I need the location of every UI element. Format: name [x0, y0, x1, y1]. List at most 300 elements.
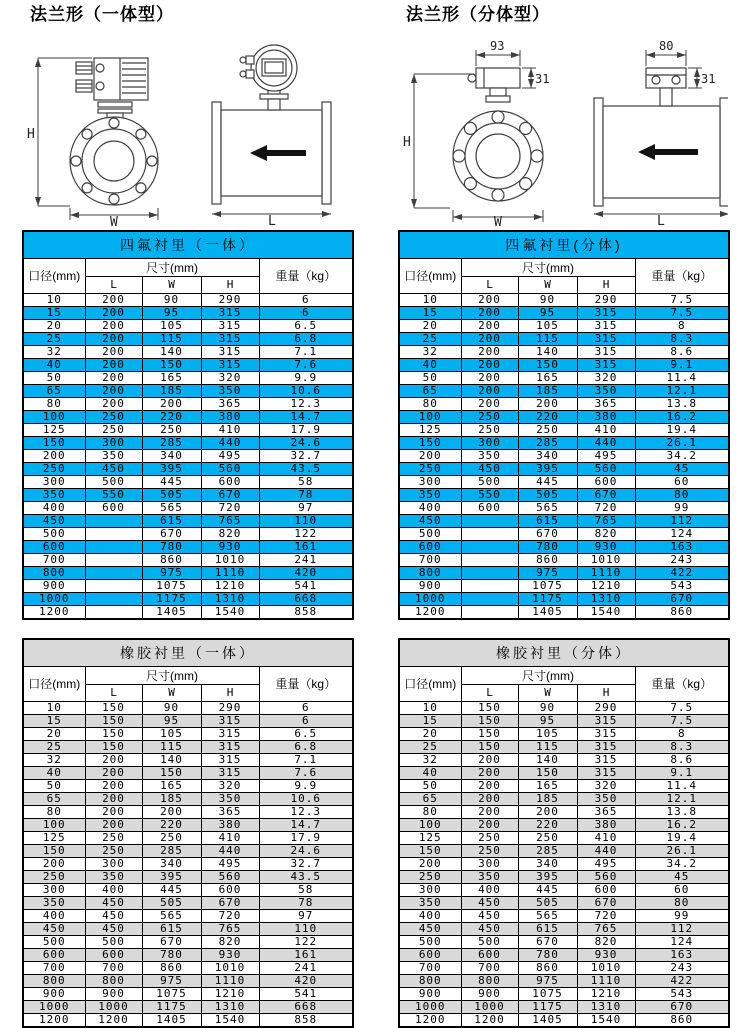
table-row [399, 294, 729, 307]
table-cell: 860 [142, 962, 201, 975]
table-cell: 395 [518, 871, 577, 884]
table-cell: 200 [461, 819, 518, 832]
table-cell: 445 [142, 884, 201, 897]
table-cell: 315 [201, 307, 259, 320]
side-view-integrated [212, 45, 331, 226]
table-cell: 150 [518, 767, 577, 780]
side-view-split [594, 39, 728, 226]
table-cell: 315 [577, 767, 635, 780]
table-cell: 150 [142, 767, 201, 780]
table-cell: 7.5 [635, 294, 729, 307]
table-cell: 7.6 [259, 359, 353, 372]
table-cell: 780 [142, 949, 201, 962]
table-cell: 320 [201, 372, 259, 385]
table-cell: 600 [85, 949, 142, 962]
table-cell: 1405 [142, 1014, 201, 1028]
column-header-diameter: 口径(mm) [399, 667, 461, 702]
dim-label-31-front: 31 [535, 72, 550, 86]
dim-label-l: L [268, 214, 276, 226]
table-cell [85, 541, 142, 554]
table-cell: 200 [85, 346, 142, 359]
table-rubber-integrated [22, 638, 354, 1028]
table-row [399, 450, 729, 463]
table-cell: 100 [399, 411, 461, 424]
table-cell: 400 [399, 910, 461, 923]
table-cell: 32 [399, 346, 461, 359]
table-row [399, 702, 729, 715]
table-cell: 600 [399, 949, 461, 962]
table-cell: 250 [85, 411, 142, 424]
table-cell [461, 528, 518, 541]
table-cell: 40 [399, 359, 461, 372]
table-row [23, 858, 353, 871]
table-cell: 420 [259, 567, 353, 580]
table-row [23, 463, 353, 476]
table-cell: 65 [23, 793, 85, 806]
table-cell: 8 [635, 320, 729, 333]
table-cell: 315 [201, 320, 259, 333]
table-cell: 150 [85, 741, 142, 754]
table-cell: 60 [635, 476, 729, 489]
table-cell: 100 [399, 819, 461, 832]
table-row [399, 1001, 729, 1014]
table-cell: 1540 [577, 606, 635, 620]
table-cell [85, 554, 142, 567]
table-cell: 161 [259, 541, 353, 554]
table-cell: 32 [399, 754, 461, 767]
table-cell: 315 [201, 359, 259, 372]
table-cell: 1310 [577, 1001, 635, 1014]
table-cell: 930 [577, 541, 635, 554]
table-cell: 315 [201, 754, 259, 767]
table-cell: 800 [399, 975, 461, 988]
table-cell: 8.3 [635, 333, 729, 346]
table-cell: 9.1 [635, 359, 729, 372]
table-cell: 315 [201, 333, 259, 346]
table-cell: 165 [142, 372, 201, 385]
table-cell: 410 [201, 832, 259, 845]
table-cell: 185 [518, 793, 577, 806]
table-cell: 80 [23, 806, 85, 819]
table-row [399, 858, 729, 871]
table-row [23, 741, 353, 754]
dim-label-w: W [110, 215, 118, 226]
table-cell: 365 [201, 806, 259, 819]
table-cell: 125 [23, 424, 85, 437]
table-cell: 543 [635, 580, 729, 593]
table-row [23, 593, 353, 606]
table-cell: 780 [518, 949, 577, 962]
table-cell: 541 [259, 580, 353, 593]
table-cell: 1175 [518, 593, 577, 606]
table-cell: 80 [635, 489, 729, 502]
table-cell: 8.3 [635, 741, 729, 754]
table-cell: 600 [23, 541, 85, 554]
table-cell: 450 [85, 463, 142, 476]
table-cell: 90 [518, 702, 577, 715]
table-cell: 780 [518, 541, 577, 554]
table-cell: 670 [518, 528, 577, 541]
table-row [23, 884, 353, 897]
column-integrated [22, 4, 352, 1028]
table-row [399, 463, 729, 476]
table-cell: 10 [399, 702, 461, 715]
table-title: 橡胶衬里（一体） [23, 639, 353, 667]
table-cell: 10 [23, 294, 85, 307]
table-cell: 200 [85, 398, 142, 411]
table-ptfe-split [398, 230, 730, 620]
table-cell: 600 [85, 502, 142, 515]
table-cell: 600 [23, 949, 85, 962]
table-cell: 161 [259, 949, 353, 962]
table-row [399, 359, 729, 372]
table-cell: 1010 [201, 962, 259, 975]
table-cell: 1000 [85, 1001, 142, 1014]
table-cell: 900 [85, 988, 142, 1001]
table-row [399, 489, 729, 502]
table-cell: 150 [85, 702, 142, 715]
table-cell: 500 [399, 936, 461, 949]
column-header-weight: 重量（kg） [259, 259, 353, 294]
table-cell: 860 [518, 962, 577, 975]
table-cell: 99 [635, 502, 729, 515]
table-row [23, 489, 353, 502]
column-header-diameter: 口径(mm) [399, 259, 461, 294]
table-cell: 200 [461, 359, 518, 372]
table-row [23, 923, 353, 936]
column-header-H: H [201, 685, 259, 702]
column-header-W: W [142, 685, 201, 702]
dim-label-80: 80 [659, 39, 674, 53]
table-cell: 560 [577, 463, 635, 476]
table-row [23, 385, 353, 398]
table-cell: 1540 [201, 1014, 259, 1028]
table-cell: 200 [85, 793, 142, 806]
table-cell: 65 [399, 385, 461, 398]
table-cell: 800 [85, 975, 142, 988]
table-row [399, 476, 729, 489]
dim-label-h: H [27, 127, 35, 142]
table-cell: 315 [577, 320, 635, 333]
table-cell: 615 [142, 515, 201, 528]
table-cell: 99 [635, 910, 729, 923]
table-cell: 25 [23, 741, 85, 754]
table-cell: 565 [142, 910, 201, 923]
table-cell: 241 [259, 962, 353, 975]
table-cell: 495 [201, 450, 259, 463]
table-row [399, 741, 729, 754]
table-row [23, 819, 353, 832]
table-cell: 780 [142, 541, 201, 554]
table-cell: 241 [259, 554, 353, 567]
table-cell: 500 [23, 936, 85, 949]
table-cell: 315 [201, 715, 259, 728]
table-cell: 350 [461, 450, 518, 463]
table-row [23, 936, 353, 949]
table-cell: 1200 [399, 606, 461, 620]
table-cell: 365 [577, 806, 635, 819]
section-title-integrated: 法兰形（一体型） [30, 5, 174, 24]
table-cell: 315 [577, 715, 635, 728]
table-cell: 1210 [201, 988, 259, 1001]
table-cell: 32.7 [259, 450, 353, 463]
table-cell: 12.3 [259, 806, 353, 819]
table-row [399, 346, 729, 359]
table-cell: 7.6 [259, 767, 353, 780]
table-cell: 505 [142, 489, 201, 502]
table-row [23, 793, 353, 806]
table-cell: 6 [259, 294, 353, 307]
table-cell: 720 [201, 502, 259, 515]
table-cell: 500 [85, 936, 142, 949]
column-header-L: L [461, 685, 518, 702]
table-cell: 495 [577, 858, 635, 871]
table-cell [85, 528, 142, 541]
table-cell: 150 [85, 728, 142, 741]
table-cell: 165 [518, 780, 577, 793]
column-header-L: L [85, 685, 142, 702]
table-cell: 200 [461, 793, 518, 806]
table-cell: 40 [23, 359, 85, 372]
table-rubber-split [398, 638, 730, 1028]
table-cell: 250 [142, 424, 201, 437]
table-cell: 1310 [201, 1001, 259, 1014]
table-cell: 200 [518, 398, 577, 411]
table-cell: 450 [85, 897, 142, 910]
table-cell: 450 [399, 515, 461, 528]
table-cell: 97 [259, 502, 353, 515]
table-cell: 200 [461, 320, 518, 333]
table-row [399, 372, 729, 385]
table-cell: 500 [23, 528, 85, 541]
table-cell: 1110 [577, 975, 635, 988]
table-cell: 400 [399, 502, 461, 515]
table-cell: 112 [635, 923, 729, 936]
table-cell: 670 [635, 593, 729, 606]
table-cell: 380 [577, 411, 635, 424]
table-cell: 1110 [201, 975, 259, 988]
table-cell: 12.3 [259, 398, 353, 411]
table-row [23, 845, 353, 858]
table-cell: 14.7 [259, 411, 353, 424]
table-row [23, 424, 353, 437]
table-row [399, 832, 729, 845]
table-cell: 350 [201, 793, 259, 806]
table-cell: 200 [85, 372, 142, 385]
table-cell: 6.5 [259, 320, 353, 333]
table-cell: 200 [85, 333, 142, 346]
table-cell: 600 [577, 476, 635, 489]
table-cell: 1075 [518, 988, 577, 1001]
column-header-L: L [461, 277, 518, 294]
table-cell: 1075 [142, 580, 201, 593]
table-cell: 410 [577, 832, 635, 845]
table-cell: 58 [259, 476, 353, 489]
table-cell: 150 [461, 741, 518, 754]
table-cell: 858 [259, 1014, 353, 1028]
table-cell: 58 [259, 884, 353, 897]
table-cell: 450 [461, 897, 518, 910]
column-header-W: W [518, 277, 577, 294]
table-cell: 380 [201, 819, 259, 832]
table-cell: 315 [577, 754, 635, 767]
table-cell: 6 [259, 715, 353, 728]
table-cell: 115 [142, 333, 201, 346]
table-cell: 150 [23, 845, 85, 858]
table-row [23, 806, 353, 819]
table-cell: 34.2 [635, 858, 729, 871]
table-row [23, 333, 353, 346]
table-cell: 60 [635, 884, 729, 897]
table-row [23, 554, 353, 567]
table-cell: 140 [142, 346, 201, 359]
table-cell: 250 [461, 411, 518, 424]
table-cell: 15 [23, 307, 85, 320]
table-cell: 7.5 [635, 702, 729, 715]
table-cell: 1075 [518, 580, 577, 593]
table-row [23, 359, 353, 372]
table-row [399, 949, 729, 962]
table-row [399, 936, 729, 949]
table-row [23, 780, 353, 793]
table-row [23, 754, 353, 767]
column-header-size: 尺寸(mm) [85, 259, 259, 277]
table-cell: 250 [518, 424, 577, 437]
table-cell: 165 [518, 372, 577, 385]
table-cell: 900 [23, 580, 85, 593]
table-cell: 505 [142, 897, 201, 910]
table-cell: 1010 [577, 554, 635, 567]
table-cell: 24.6 [259, 845, 353, 858]
table-cell: 43.5 [259, 871, 353, 884]
table-cell: 365 [577, 398, 635, 411]
table-cell: 350 [577, 793, 635, 806]
table-cell [461, 593, 518, 606]
table-cell: 7.5 [635, 715, 729, 728]
table-cell: 670 [142, 528, 201, 541]
table-cell: 670 [577, 489, 635, 502]
table-cell: 858 [259, 606, 353, 620]
table-cell: 315 [577, 307, 635, 320]
table-cell: 14.7 [259, 819, 353, 832]
column-header-weight: 重量（kg） [259, 667, 353, 702]
column-header-L: L [85, 277, 142, 294]
table-row [23, 294, 353, 307]
table-cell [85, 606, 142, 620]
table-cell: 13.8 [635, 398, 729, 411]
table-cell: 200 [461, 767, 518, 780]
table-cell: 200 [461, 333, 518, 346]
table-cell: 200 [85, 307, 142, 320]
table-cell: 11.4 [635, 780, 729, 793]
table-cell: 395 [142, 871, 201, 884]
table-row [399, 333, 729, 346]
table-cell: 975 [518, 975, 577, 988]
table-row [399, 1014, 729, 1028]
table-cell: 140 [518, 346, 577, 359]
table-cell: 45 [635, 463, 729, 476]
table-cell: 445 [518, 884, 577, 897]
dim-label-h: H [403, 135, 411, 150]
table-cell [461, 606, 518, 620]
table-cell: 800 [399, 567, 461, 580]
table-cell: 668 [259, 593, 353, 606]
table-cell: 975 [142, 975, 201, 988]
table-cell [85, 515, 142, 528]
table-cell: 420 [259, 975, 353, 988]
table-row [399, 793, 729, 806]
table-cell: 565 [142, 502, 201, 515]
drawing-flange-integrated [22, 28, 352, 226]
table-cell: 900 [399, 580, 461, 593]
table-cell: 930 [201, 949, 259, 962]
table-cell: 380 [577, 819, 635, 832]
table-cell: 10.6 [259, 793, 353, 806]
table-cell: 243 [635, 962, 729, 975]
table-cell: 285 [518, 845, 577, 858]
table-cell: 1010 [201, 554, 259, 567]
table-row [399, 754, 729, 767]
table-cell: 200 [85, 780, 142, 793]
table-cell: 350 [201, 385, 259, 398]
table-row [399, 767, 729, 780]
table-cell: 315 [201, 767, 259, 780]
table-cell: 165 [142, 780, 201, 793]
table-cell: 124 [635, 528, 729, 541]
table-cell: 1200 [23, 1014, 85, 1028]
table-cell: 1000 [399, 1001, 461, 1014]
column-header-H: H [201, 277, 259, 294]
table-cell: 100 [23, 819, 85, 832]
table-cell: 860 [635, 1014, 729, 1028]
table-cell: 20 [399, 320, 461, 333]
table-cell [85, 593, 142, 606]
table-cell: 670 [635, 1001, 729, 1014]
table-cell [461, 567, 518, 580]
table-row [23, 307, 353, 320]
table-cell: 365 [201, 398, 259, 411]
table-cell: 340 [142, 858, 201, 871]
table-cell: 445 [142, 476, 201, 489]
table-cell: 1210 [201, 580, 259, 593]
table-cell: 220 [518, 819, 577, 832]
table-cell: 700 [23, 962, 85, 975]
table-cell: 565 [518, 502, 577, 515]
table-cell: 6 [259, 307, 353, 320]
table-cell: 45 [635, 871, 729, 884]
column-header-size: 尺寸(mm) [461, 259, 635, 277]
table-cell: 16.2 [635, 411, 729, 424]
table-cell: 34.2 [635, 450, 729, 463]
table-cell: 800 [461, 975, 518, 988]
table-cell: 1310 [577, 593, 635, 606]
table-cell: 1310 [201, 593, 259, 606]
table-cell: 8.6 [635, 346, 729, 359]
table-row [399, 541, 729, 554]
table-cell [461, 554, 518, 567]
table-cell: 115 [142, 741, 201, 754]
table-row [399, 320, 729, 333]
column-header-size: 尺寸(mm) [85, 667, 259, 685]
table-row [23, 606, 353, 620]
table-cell: 900 [461, 988, 518, 1001]
table-ptfe-integrated [22, 230, 354, 620]
table-row [23, 398, 353, 411]
table-cell: 450 [461, 923, 518, 936]
table-title: 四氟衬里(分体) [399, 231, 729, 259]
table-cell: 9.1 [635, 767, 729, 780]
table-cell: 300 [399, 884, 461, 897]
